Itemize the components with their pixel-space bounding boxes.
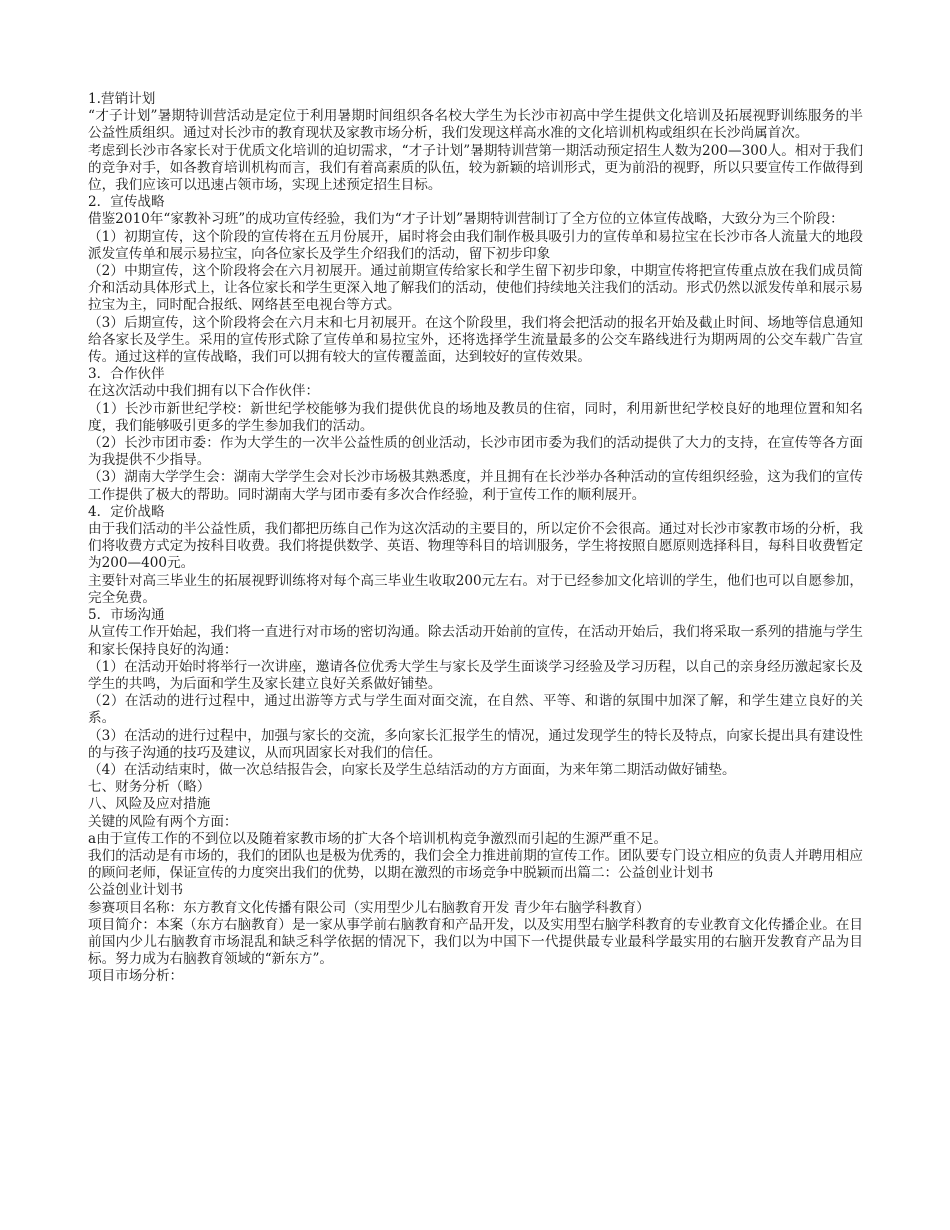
paragraph: 项目市场分析： [88, 968, 184, 985]
paragraph: 参赛项目名称：东方教育文化传播有限公司（实用型少儿右脑教育开发 青少年右脑学科教育） [88, 899, 650, 916]
list-item: （3）在活动的进行过程中，加强与家长的交流，多向家长汇报学生的情况，通过发现学生的特长及特点，向家长提出具有建设性的与孩子沟通的技巧及建议，从而巩固家长对我们的信任。 [88, 727, 863, 761]
heading-marketing-plan: 1.营销计划 [88, 91, 156, 107]
heading-partners: 3．合作伙伴 [88, 366, 165, 383]
list-item: （3）后期宣传，这个阶段将会在六月末和七月初展开。在这个阶段里，我们将会把活动的报名开始及截止时间、场地等信息通知给各家长及学生。采用的宣传形式除了宣传单和易拉宝外，还将选择学生流量最多的公交车路线进行为期两周的公交车载广告宣传。通过这样的宣传战略，我们可以拥有较大的宣传覆盖面，达到较好的宣传效果。 [88, 314, 863, 366]
heading-risk-measures: 八、风险及应对措施 [88, 796, 211, 813]
heading-market-communication: 5．市场沟通 [88, 607, 165, 624]
paragraph: 我们的活动是有市场的，我们的团队也是极为优秀的，我们会全力推进前期的宣传工作。团队要专门设立相应的负责人并聘用相应的顾问老师，保证宣传的力度突出我们的优势，以期在激烈的市场竞争中脱颖而出篇二：公益创业计划书 [88, 847, 863, 882]
list-item: （1）长沙市新世纪学校：新世纪学校能够为我们提供优良的场地及教员的住宿，同时，利用新世纪学校良好的地理位置和知名度，我们能够吸引更多的学生参加我们的活动。 [88, 400, 863, 434]
heading-pricing-strategy: 4．定价战略 [88, 503, 165, 520]
list-item: （2）在活动的进行过程中，通过出游等方式与学生面对面交流，在自然、平等、和谐的氛围中加深了解，和学生建立良好的关系。 [88, 693, 863, 727]
document-body [88, 91, 863, 986]
paragraph: 在这次活动中我们拥有以下合作伙伴： [88, 383, 320, 400]
heading-promotion-strategy: 2．宣传战略 [88, 194, 165, 211]
list-item: （3）湖南大学学生会：湖南大学学生会对长沙市场极其熟悉度，并且拥有在长沙举办各种活动的宣传组织经验，这为我们的宣传工作提供了极大的帮助。同时湖南大学与团市委有多次合作经验，利于宣传工作的顺利展开。 [88, 469, 863, 503]
paragraph: 关键的风险有两个方面： [88, 813, 238, 830]
heading-financial-analysis: 七、财务分析（略） [88, 779, 211, 796]
paragraph: 项目简介：本案（东方右脑教育）是一家从事学前右脑教育和产品开发，以及实用型右脑学科教育的专业教育文化传播企业。在目前国内少儿右脑教育市场混乱和缺乏科学依据的情况下，我们以为中国下一代提供最专业最科学最实用的右脑开发教育产品为目标。努力成为右脑教育领域的“新东方”。 [88, 916, 863, 968]
list-item: （4）在活动结束时，做一次总结报告会，向家长及学生总结活动的方方面面，为来年第二期活动做好铺垫。 [88, 761, 736, 778]
paragraph: 借鉴2010年“家教补习班”的成功宣传经验，我们为“才子计划”暑期特训营制订了全方位的立体宣传战略，大致分为三个阶段： [88, 211, 844, 228]
paragraph: 主要针对高三毕业生的拓展视野训练将对每个高三毕业生收取200元左右。对于已经参加文化培训的学生，他们也可以自愿参加，完全免费。 [88, 572, 863, 606]
heading-plan-title: 公益创业计划书 [88, 882, 184, 899]
paragraph: a由于宣传工作的不到位以及随着家教市场的扩大各个培训机构竞争激烈而引起的生源严重不足。 [88, 830, 668, 847]
list-item: （1）初期宣传，这个阶段的宣传将在五月份展开，届时将会由我们制作极具吸引力的宣传单和易拉宝在长沙市各人流量大的地段派发宣传单和展示易拉宝，向各位家长及学生介绍我们的活动，留下初步印象 [88, 228, 863, 262]
paragraph: 考虑到长沙市各家长对于优质文化培训的迫切需求，“才子计划”暑期特训营第一期活动预定招生人数为200—300人。相对于我们的竞争对手，如各教育培训机构而言，我们有着高素质的队伍，较为新颖的培训形式，更为前沿的视野，所以只要宣传工作做得到位，我们应该可以迅速占领市场，实现上述预定招生目标。 [88, 142, 863, 194]
list-item: （1）在活动开始时将举行一次讲座，邀请各位优秀大学生与家长及学生面谈学习经验及学习历程，以自己的亲身经历激起家长及学生的共鸣，为后面和学生及家长建立良好关系做好铺垫。 [88, 658, 863, 692]
list-item: （2）长沙市团市委：作为大学生的一次半公益性质的创业活动，长沙市团市委为我们的活动提供了大力的支持，在宣传等各方面为我提供不少指导。 [88, 435, 863, 469]
paragraph: 从宣传工作开始起，我们将一直进行对市场的密切沟通。除去活动开始前的宣传，在活动开始后，我们将采取一系列的措施与学生和家长保持良好的沟通： [88, 624, 863, 658]
list-item: （2）中期宣传，这个阶段将会在六月初展开。通过前期宣传给家长和学生留下初步印象，中期宣传将把宣传重点放在我们成员简介和活动具体形式上，让各位家长和学生更深入地了解我们的活动，使他们持续地关注我们的活动。形式仍然以派发传单和展示易拉宝为主，同时配合报纸、网络甚至电视台等方式。 [88, 263, 863, 314]
paragraph: 由于我们活动的半公益性质，我们都把历练自己作为这次活动的主要目的，所以定价不会很高。通过对长沙市家教市场的分析，我们将收费方式定为按科目收费。我们将提供数学、英语、物理等科目的培训服务，学生将按照自愿原则选择科目，每科目收费暂定为200—400元。 [88, 521, 863, 572]
paragraph: “才子计划”暑期特训营活动是定位于利用暑期时间组织各名校大学生为长沙市初高中学生提供文化培训及拓展视野训练服务的半公益性质组织。通过对长沙市的教育现状及家教市场分析，我们发现这样高水准的文化培训机构或组织在长沙尚属首次。 [88, 108, 863, 142]
